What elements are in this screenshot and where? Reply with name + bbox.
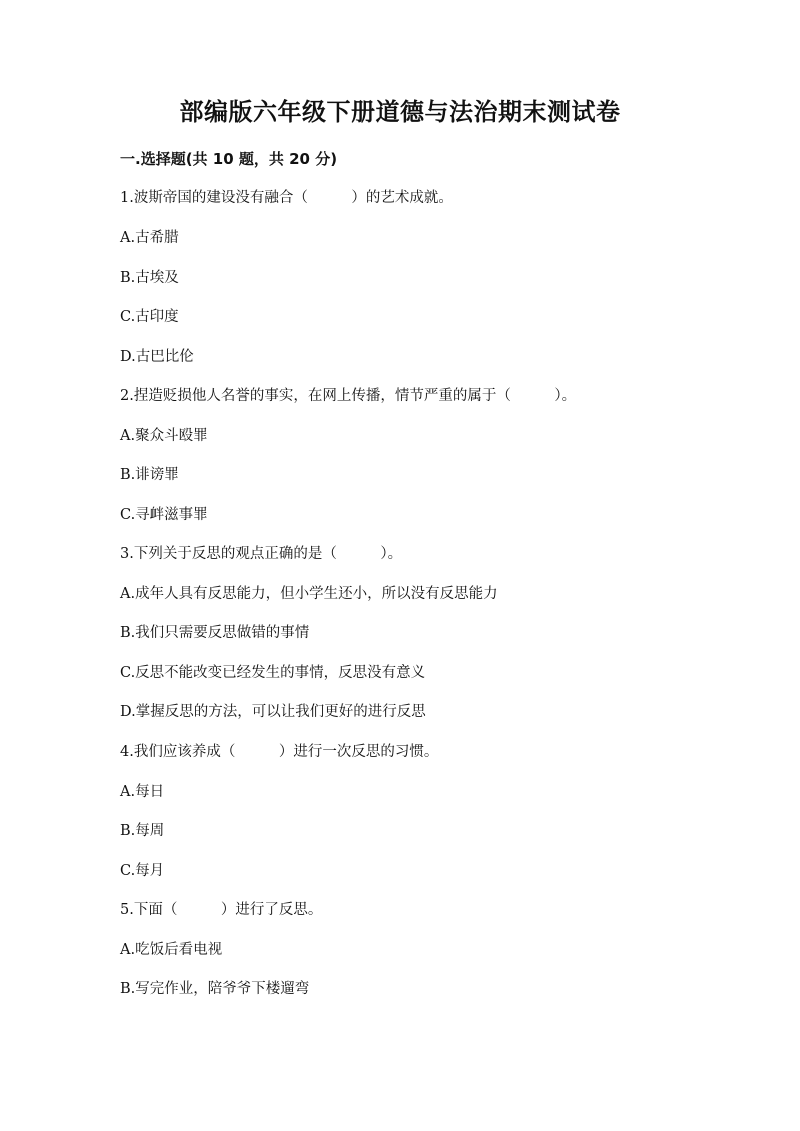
section-heading: 一.选择题(共 10 题，共 20 分)	[120, 150, 338, 168]
question-3-stem: 3.下列关于反思的观点正确的是（ ）。	[120, 546, 403, 562]
question-1-option-a: A.古希腊	[120, 230, 179, 246]
question-5-option-b: B.写完作业，陪爷爷下楼遛弯	[120, 981, 310, 997]
question-3-option-d: D.掌握反思的方法，可以让我们更好的进行反思	[120, 704, 426, 720]
question-1-stem: 1.波斯帝国的建设没有融合（ ）的艺术成就。	[120, 190, 453, 206]
question-5-option-a: A.吃饭后看电视	[120, 942, 223, 958]
question-3-option-a: A.成年人具有反思能力，但小学生还小，所以没有反思能力	[120, 586, 498, 602]
page-title: 部编版六年级下册道德与法治期末测试卷	[179, 98, 621, 126]
question-5-stem: 5.下面（ ）进行了反思。	[120, 902, 323, 918]
question-3-option-c: C.反思不能改变已经发生的事情，反思没有意义	[120, 665, 426, 681]
question-2-option-c: C.寻衅滋事罪	[120, 507, 208, 523]
question-2-option-a: A.聚众斗殴罪	[120, 428, 208, 444]
question-4-option-b: B.每周	[120, 823, 165, 839]
question-2-stem: 2.捏造贬损他人名誉的事实，在网上传播，情节严重的属于（ ）。	[120, 388, 577, 404]
question-1-option-b: B.古埃及	[120, 270, 179, 286]
question-4-option-c: C.每月	[120, 863, 165, 879]
question-3-option-b: B.我们只需要反思做错的事情	[120, 625, 310, 641]
question-4-stem: 4.我们应该养成（ ）进行一次反思的习惯。	[120, 744, 439, 760]
question-4-option-a: A.每日	[120, 784, 165, 800]
question-1-option-c: C.古印度	[120, 309, 179, 325]
question-2-option-b: B.诽谤罪	[120, 467, 179, 483]
question-1-option-d: D.古巴比伦	[120, 349, 194, 365]
